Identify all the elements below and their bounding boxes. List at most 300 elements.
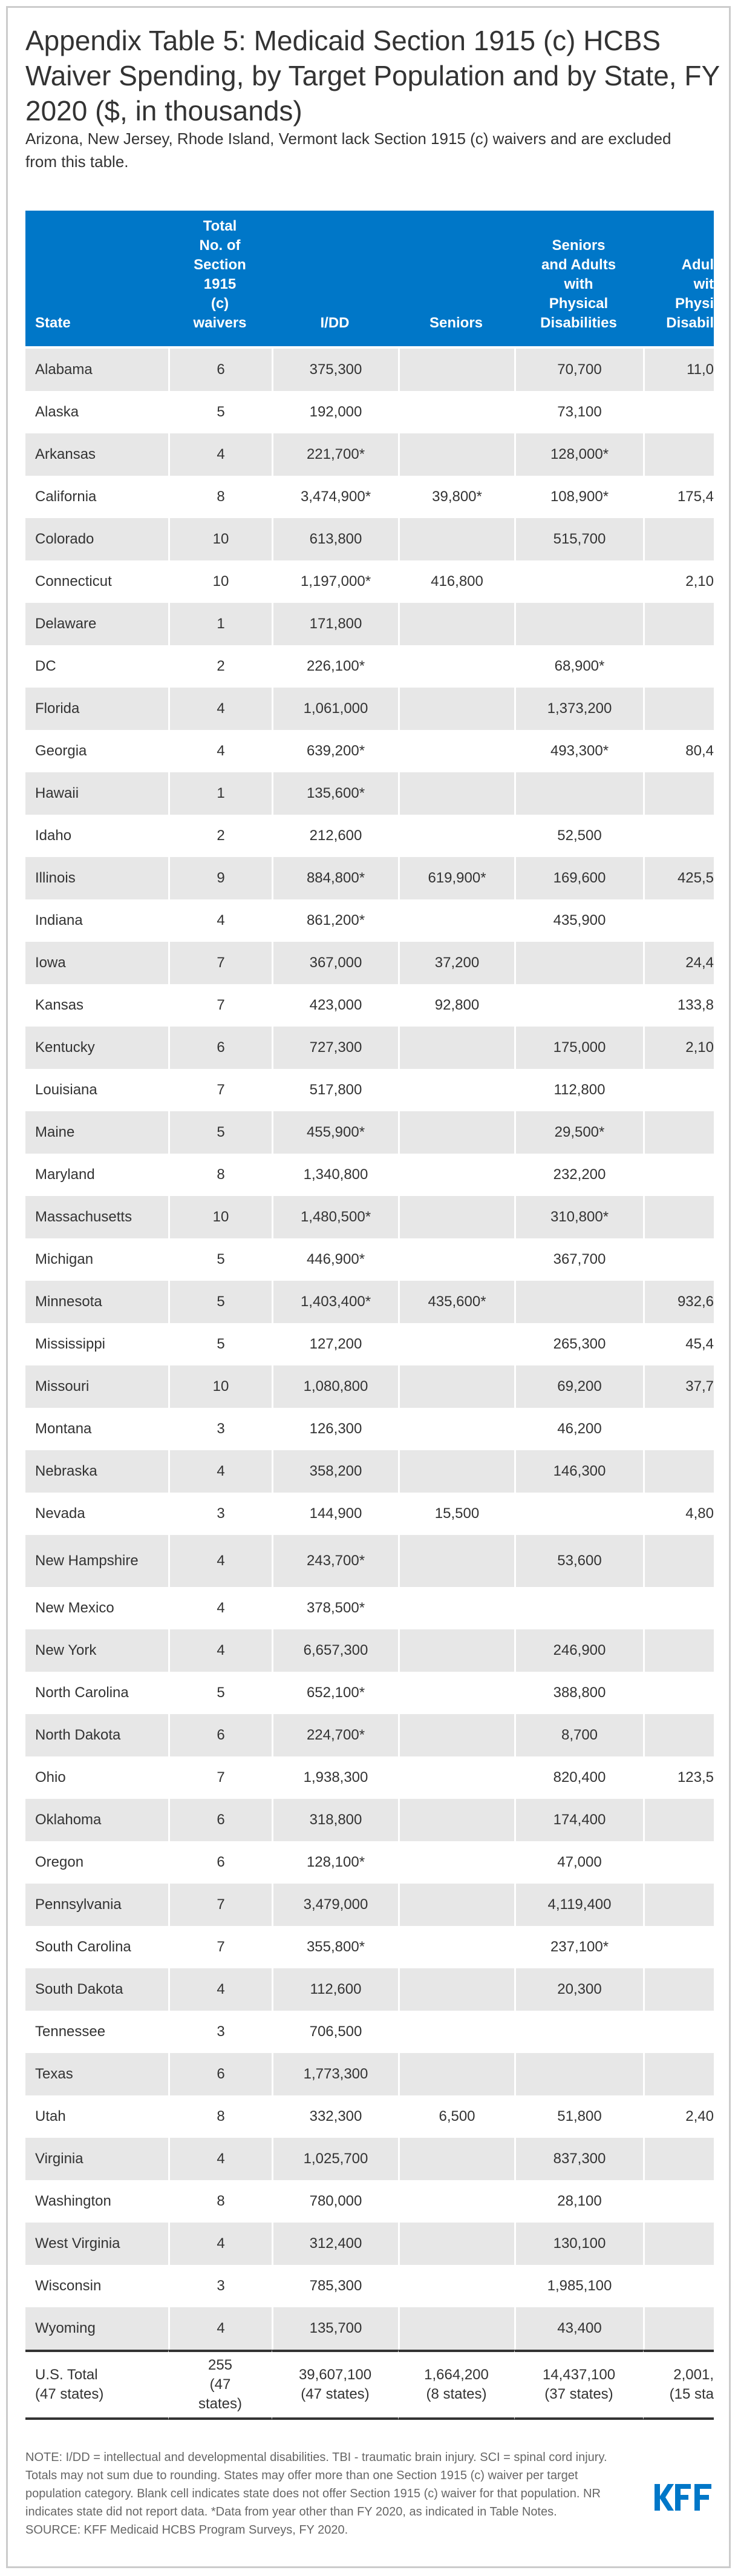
table-row [25, 603, 714, 645]
cell-waivers: 4 [168, 433, 272, 476]
table-row [25, 1323, 714, 1365]
cell-state: Pennsylvania [25, 1884, 168, 1926]
text-line: wit [693, 276, 714, 292]
header-total-waivers [168, 211, 272, 346]
cell-seniors-adults-pd: 515,700 [514, 518, 643, 560]
text-line: No. of [199, 237, 241, 254]
cell-idd: 112,600 [272, 1968, 398, 2011]
text-line: (c) [211, 295, 229, 312]
cell-seniors-adults-pd [514, 772, 643, 815]
cell-idd: 171,800 [272, 603, 398, 645]
cell-state: Mississippi [25, 1323, 168, 1365]
cell-idd: 358,200 [272, 1450, 398, 1493]
table-row [25, 1926, 714, 1968]
text-line: and Adults [541, 257, 616, 273]
cell-seniors [398, 1196, 514, 1238]
cell-idd: 221,700* [272, 433, 398, 476]
cell-idd: 135,600* [272, 772, 398, 815]
cell-state: Delaware [25, 603, 168, 645]
text-line: (47 [209, 2376, 231, 2393]
cell-seniors: 15,500 [398, 1493, 514, 1535]
cell-adults-pd [643, 1450, 714, 1493]
cell-waivers: 6 [168, 1799, 272, 1841]
cell-state: New Hampshire [25, 1535, 168, 1587]
cell-waivers: 8 [168, 2180, 272, 2223]
cell-adults-pd [643, 2265, 714, 2307]
cell-idd: 318,800 [272, 1799, 398, 1841]
cell-state: Montana [25, 1408, 168, 1450]
cell-adults-pd [643, 2223, 714, 2265]
header-idd: I/DD [272, 211, 398, 346]
cell-waivers: 4 [168, 1629, 272, 1672]
cell-state: Hawaii [25, 772, 168, 815]
table-row [25, 772, 714, 815]
cell-seniors [398, 1535, 514, 1587]
cell-state: Iowa [25, 942, 168, 984]
cell-waivers: 6 [168, 1841, 272, 1884]
cell-idd: 128,100* [272, 1841, 398, 1884]
text-line: Physi [674, 295, 714, 312]
total-waivers [168, 2350, 272, 2420]
table-row [25, 1408, 714, 1450]
text-line: states) [198, 2396, 243, 2412]
cell-seniors [398, 730, 514, 772]
cell-waivers: 7 [168, 984, 272, 1027]
cell-waivers: 5 [168, 1323, 272, 1365]
table-row [25, 1714, 714, 1756]
cell-waivers: 4 [168, 2307, 272, 2350]
cell-idd: 1,938,300 [272, 1756, 398, 1799]
cell-seniors-adults-pd [514, 1587, 643, 1629]
cell-waivers: 8 [168, 2095, 272, 2138]
table-row [25, 1154, 714, 1196]
cell-seniors-adults-pd: 367,700 [514, 1238, 643, 1281]
cell-idd: 455,900* [272, 1111, 398, 1154]
table-row [25, 1672, 714, 1714]
cell-waivers: 1 [168, 772, 272, 815]
cell-state: Colorado [25, 518, 168, 560]
cell-waivers: 10 [168, 560, 272, 603]
cell-adults-pd [643, 1238, 714, 1281]
cell-idd: 135,700 [272, 2307, 398, 2350]
cell-waivers: 4 [168, 2138, 272, 2180]
cell-state: Tennessee [25, 2011, 168, 2053]
cell-seniors-adults-pd: 29,500* [514, 1111, 643, 1154]
cell-seniors-adults-pd: 246,900 [514, 1629, 643, 1672]
cell-idd: 3,474,900* [272, 476, 398, 518]
cell-seniors-adults-pd: 837,300 [514, 2138, 643, 2180]
cell-idd: 144,900 [272, 1493, 398, 1535]
cell-idd: 3,479,000 [272, 1884, 398, 1926]
cell-waivers: 4 [168, 1535, 272, 1587]
cell-adults-pd [643, 1799, 714, 1841]
cell-waivers: 7 [168, 1926, 272, 1968]
cell-state: Nebraska [25, 1450, 168, 1493]
text-line: 1,664,200 [424, 2367, 489, 2383]
table-row [25, 857, 714, 899]
cell-adults-pd [643, 688, 714, 730]
cell-state: Georgia [25, 730, 168, 772]
cell-adults-pd [643, 1841, 714, 1884]
cell-seniors [398, 1799, 514, 1841]
header-seniors: Seniors [398, 211, 514, 346]
cell-seniors-adults-pd: 1,373,200 [514, 688, 643, 730]
text-line: Adul [681, 257, 714, 273]
cell-adults-pd: 123,5 [643, 1756, 714, 1799]
cell-seniors [398, 1841, 514, 1884]
cell-seniors [398, 772, 514, 815]
cell-waivers: 1 [168, 603, 272, 645]
cell-state: South Dakota [25, 1968, 168, 2011]
text-line: Disabil [666, 315, 714, 331]
cell-seniors-adults-pd: 68,900* [514, 645, 643, 688]
table-row [25, 391, 714, 433]
cell-state: Washington [25, 2180, 168, 2223]
cell-seniors-adults-pd: 435,900 [514, 899, 643, 942]
cell-seniors [398, 1968, 514, 2011]
cell-idd: 367,000 [272, 942, 398, 984]
cell-state: Nevada [25, 1493, 168, 1535]
cell-state: New York [25, 1629, 168, 1672]
cell-idd: 226,100* [272, 645, 398, 688]
cell-seniors [398, 1629, 514, 1672]
cell-state: North Carolina [25, 1672, 168, 1714]
cell-seniors-adults-pd: 493,300* [514, 730, 643, 772]
table-row [25, 1027, 714, 1069]
table-row [25, 433, 714, 476]
cell-seniors-adults-pd: 53,600 [514, 1535, 643, 1587]
cell-seniors-adults-pd: 130,100 [514, 2223, 643, 2265]
cell-waivers: 7 [168, 1756, 272, 1799]
cell-adults-pd: 2,10 [643, 560, 714, 603]
table-row [25, 2265, 714, 2307]
cell-adults-pd [643, 1629, 714, 1672]
cell-adults-pd [643, 1154, 714, 1196]
cell-seniors-adults-pd: 237,100* [514, 1926, 643, 1968]
cell-state: Oregon [25, 1841, 168, 1884]
table-row [25, 730, 714, 772]
cell-waivers: 4 [168, 1968, 272, 2011]
header-adults-physical-disabilities [643, 211, 714, 346]
cell-idd: 1,025,700 [272, 2138, 398, 2180]
table-row [25, 518, 714, 560]
cell-seniors [398, 1587, 514, 1629]
cell-state: Kansas [25, 984, 168, 1027]
text-line: waivers [193, 315, 247, 331]
table-row [25, 2180, 714, 2223]
cell-seniors [398, 1672, 514, 1714]
cell-idd: 1,480,500* [272, 1196, 398, 1238]
cell-state: Arkansas [25, 433, 168, 476]
cell-idd: 884,800* [272, 857, 398, 899]
cell-state: New Mexico [25, 1587, 168, 1629]
cell-adults-pd [643, 603, 714, 645]
cell-state: Indiana [25, 899, 168, 942]
cell-seniors [398, 391, 514, 433]
cell-adults-pd: 2,10 [643, 1027, 714, 1069]
cell-idd: 1,340,800 [272, 1154, 398, 1196]
table-row [25, 1535, 714, 1587]
cell-adults-pd [643, 391, 714, 433]
cell-seniors [398, 1027, 514, 1069]
cell-adults-pd [643, 1672, 714, 1714]
cell-seniors [398, 1450, 514, 1493]
cell-idd: 332,300 [272, 2095, 398, 2138]
header-seniors-adults-physical-disabilities [514, 211, 643, 346]
table-row [25, 476, 714, 518]
table-row [25, 1884, 714, 1926]
cell-adults-pd: 11,0 [643, 349, 714, 391]
cell-seniors-adults-pd: 174,400 [514, 1799, 643, 1841]
text-line: Section [194, 257, 246, 273]
total-seniors [398, 2350, 514, 2420]
cell-state: Massachusetts [25, 1196, 168, 1238]
cell-waivers: 8 [168, 476, 272, 518]
cell-seniors-adults-pd: 265,300 [514, 1323, 643, 1365]
cell-idd: 6,657,300 [272, 1629, 398, 1672]
text-line: (15 sta [669, 2386, 714, 2402]
text-line: U.S. Total [35, 2367, 98, 2383]
cell-adults-pd [643, 433, 714, 476]
cell-idd: 375,300 [272, 349, 398, 391]
cell-idd: 1,197,000* [272, 560, 398, 603]
cell-idd: 652,100* [272, 1672, 398, 1714]
cell-idd: 192,000 [272, 391, 398, 433]
data-table [25, 211, 714, 2420]
cell-waivers: 10 [168, 518, 272, 560]
text-line: 39,607,100 [298, 2367, 372, 2383]
table-row [25, 815, 714, 857]
cell-seniors-adults-pd: 70,700 [514, 349, 643, 391]
cell-state: Utah [25, 2095, 168, 2138]
cell-state: Virginia [25, 2138, 168, 2180]
table-row [25, 1450, 714, 1493]
cell-idd: 224,700* [272, 1714, 398, 1756]
cell-waivers: 2 [168, 815, 272, 857]
text-line: Seniors [552, 237, 606, 254]
cell-waivers: 6 [168, 1027, 272, 1069]
cell-waivers: 5 [168, 1281, 272, 1323]
cell-seniors [398, 2138, 514, 2180]
cell-seniors [398, 899, 514, 942]
cell-seniors [398, 1069, 514, 1111]
table-body [25, 346, 714, 2350]
cell-adults-pd: 80,4 [643, 730, 714, 772]
cell-state: Illinois [25, 857, 168, 899]
cell-adults-pd: 932,6 [643, 1281, 714, 1323]
cell-seniors [398, 433, 514, 476]
cell-state: Maryland [25, 1154, 168, 1196]
cell-waivers: 7 [168, 1069, 272, 1111]
cell-adults-pd [643, 2138, 714, 2180]
cell-seniors-adults-pd: 52,500 [514, 815, 643, 857]
cell-state: Texas [25, 2053, 168, 2095]
table-row [25, 2307, 714, 2350]
cell-idd: 1,080,800 [272, 1365, 398, 1408]
cell-idd: 355,800* [272, 1926, 398, 1968]
table-row [25, 1069, 714, 1111]
cell-seniors [398, 1714, 514, 1756]
table-row [25, 1799, 714, 1841]
cell-seniors-adults-pd: 20,300 [514, 1968, 643, 2011]
cell-waivers: 6 [168, 2053, 272, 2095]
cell-state: Ohio [25, 1756, 168, 1799]
cell-idd: 727,300 [272, 1027, 398, 1069]
cell-seniors: 92,800 [398, 984, 514, 1027]
cell-seniors-adults-pd: 232,200 [514, 1154, 643, 1196]
cell-waivers: 4 [168, 1587, 272, 1629]
cell-state: Kentucky [25, 1027, 168, 1069]
cell-adults-pd [643, 1535, 714, 1587]
cell-idd: 126,300 [272, 1408, 398, 1450]
cell-waivers: 5 [168, 1238, 272, 1281]
cell-waivers: 3 [168, 2265, 272, 2307]
text-line: with [564, 276, 593, 292]
cell-adults-pd [643, 1968, 714, 2011]
cell-seniors [398, 815, 514, 857]
table-row [25, 349, 714, 391]
cell-adults-pd [643, 645, 714, 688]
table-row [25, 645, 714, 688]
cell-seniors-adults-pd: 175,000 [514, 1027, 643, 1069]
table-row [25, 1196, 714, 1238]
table-row [25, 1111, 714, 1154]
table-row [25, 984, 714, 1027]
cell-idd: 378,500* [272, 1587, 398, 1629]
total-row [25, 2350, 714, 2420]
cell-waivers: 5 [168, 1672, 272, 1714]
cell-state: DC [25, 645, 168, 688]
cell-seniors [398, 1884, 514, 1926]
cell-state: Florida [25, 688, 168, 730]
cell-waivers: 4 [168, 688, 272, 730]
cell-idd: 423,000 [272, 984, 398, 1027]
cell-state: Louisiana [25, 1069, 168, 1111]
cell-idd: 312,400 [272, 2223, 398, 2265]
cell-seniors [398, 2307, 514, 2350]
cell-idd: 1,061,000 [272, 688, 398, 730]
cell-seniors: 416,800 [398, 560, 514, 603]
cell-adults-pd [643, 2053, 714, 2095]
cell-seniors [398, 1926, 514, 1968]
total-seniors-adults-pd [514, 2350, 643, 2420]
cell-seniors-adults-pd: 73,100 [514, 391, 643, 433]
footnote [25, 2448, 636, 2539]
cell-idd: 517,800 [272, 1069, 398, 1111]
cell-adults-pd [643, 1196, 714, 1238]
cell-seniors: 37,200 [398, 942, 514, 984]
cell-seniors-adults-pd [514, 2011, 643, 2053]
cell-seniors-adults-pd: 28,100 [514, 2180, 643, 2223]
cell-seniors [398, 645, 514, 688]
cell-seniors-adults-pd: 820,400 [514, 1756, 643, 1799]
cell-waivers: 5 [168, 1111, 272, 1154]
cell-seniors-adults-pd [514, 942, 643, 984]
cell-seniors-adults-pd: 388,800 [514, 1672, 643, 1714]
cell-state: Alaska [25, 391, 168, 433]
cell-adults-pd: 133,8 [643, 984, 714, 1027]
cell-state: South Carolina [25, 1926, 168, 1968]
cell-adults-pd: 175,4 [643, 476, 714, 518]
cell-waivers: 10 [168, 1365, 272, 1408]
cell-seniors [398, 688, 514, 730]
cell-state: Wyoming [25, 2307, 168, 2350]
cell-seniors-adults-pd [514, 603, 643, 645]
cell-waivers: 3 [168, 2011, 272, 2053]
cell-seniors [398, 1111, 514, 1154]
cell-idd: 243,700* [272, 1535, 398, 1587]
text-line: (8 states) [426, 2386, 487, 2402]
cell-state: Idaho [25, 815, 168, 857]
cell-waivers: 7 [168, 942, 272, 984]
cell-adults-pd: 425,5 [643, 857, 714, 899]
table-row [25, 1365, 714, 1408]
text-line: Disabilities [540, 315, 617, 331]
table-row [25, 1756, 714, 1799]
cell-seniors [398, 1365, 514, 1408]
cell-idd: 1,773,300 [272, 2053, 398, 2095]
footnote-note: NOTE: I/DD = intellectual and developmental disabilities. TBI - traumatic brain injury. SCI = spinal cord injury. Totals may not sum due to rounding. States may offer more than one Section 1915 (c) waiver per target population category. Blank cell indicates state does not offer Section 1915 (c) waiver for that population. NR indicates state did not report data. *Data from year other than FY 2020, as indicated in Table Notes. [25, 2451, 607, 2518]
cell-waivers: 7 [168, 1884, 272, 1926]
kff-logo-mark [655, 2484, 711, 2511]
cell-seniors-adults-pd [514, 984, 643, 1027]
cell-seniors: 435,600* [398, 1281, 514, 1323]
cell-adults-pd: 4,80 [643, 1493, 714, 1535]
cell-seniors-adults-pd: 4,119,400 [514, 1884, 643, 1926]
cell-idd: 785,300 [272, 2265, 398, 2307]
cell-seniors: 619,900* [398, 857, 514, 899]
cell-idd: 212,600 [272, 815, 398, 857]
text-line: Total [203, 218, 237, 234]
cell-seniors-adults-pd: 8,700 [514, 1714, 643, 1756]
cell-seniors [398, 349, 514, 391]
table-row [25, 2011, 714, 2053]
cell-seniors-adults-pd: 1,985,100 [514, 2265, 643, 2307]
data-table-container [25, 211, 714, 2426]
cell-state: North Dakota [25, 1714, 168, 1756]
text-line: 255 [207, 2357, 233, 2373]
cell-state: Missouri [25, 1365, 168, 1408]
cell-seniors-adults-pd: 51,800 [514, 2095, 643, 2138]
cell-seniors-adults-pd: 112,800 [514, 1069, 643, 1111]
cell-seniors [398, 2180, 514, 2223]
cell-seniors [398, 2011, 514, 2053]
cell-idd: 780,000 [272, 2180, 398, 2223]
cell-adults-pd: 37,7 [643, 1365, 714, 1408]
total-state [25, 2350, 168, 2420]
cell-seniors-adults-pd: 47,000 [514, 1841, 643, 1884]
cell-adults-pd [643, 1884, 714, 1926]
cell-seniors [398, 2223, 514, 2265]
table-row [25, 2138, 714, 2180]
cell-state: West Virginia [25, 2223, 168, 2265]
table-row [25, 1968, 714, 2011]
cell-adults-pd [643, 1714, 714, 1756]
cell-idd: 446,900* [272, 1238, 398, 1281]
subtitle: Arizona, New Jersey, Rhode Island, Vermont lack Section 1915 (c) waivers and are excluded from this table. [25, 130, 671, 171]
cell-seniors-adults-pd [514, 2053, 643, 2095]
cell-state: Maine [25, 1111, 168, 1154]
header-state: State [25, 211, 168, 346]
cell-state: Wisconsin [25, 2265, 168, 2307]
cell-adults-pd [643, 1587, 714, 1629]
cell-adults-pd [643, 518, 714, 560]
table-row [25, 1493, 714, 1535]
cell-idd: 613,800 [272, 518, 398, 560]
cell-adults-pd [643, 2180, 714, 2223]
cell-seniors-adults-pd: 43,400 [514, 2307, 643, 2350]
cell-state: Minnesota [25, 1281, 168, 1323]
